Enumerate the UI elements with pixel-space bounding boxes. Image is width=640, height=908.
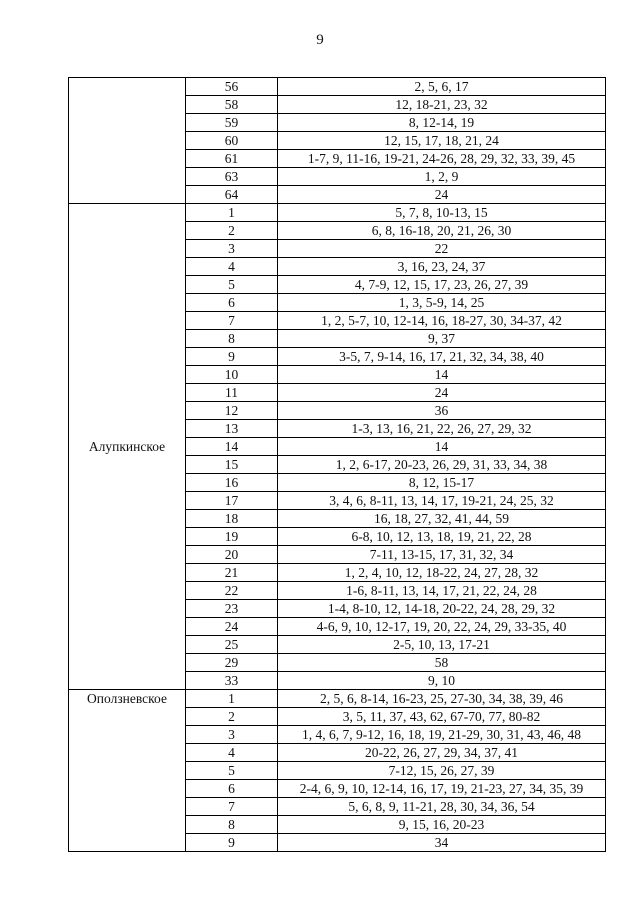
plot-numbers: 5, 7, 8, 10-13, 15 [278, 204, 606, 222]
block-number: 5 [186, 762, 278, 780]
page-number: 9 [316, 32, 324, 48]
block-number: 4 [186, 258, 278, 276]
plot-numbers: 1-3, 13, 16, 21, 22, 26, 27, 29, 32 [278, 420, 606, 438]
table-body [69, 78, 606, 852]
plot-numbers: 36 [278, 402, 606, 420]
plot-numbers: 8, 12-14, 19 [278, 114, 606, 132]
plot-numbers: 24 [278, 186, 606, 204]
block-number: 23 [186, 600, 278, 618]
plot-numbers: 12, 18-21, 23, 32 [278, 96, 606, 114]
block-number: 60 [186, 132, 278, 150]
block-number: 2 [186, 222, 278, 240]
block-number: 8 [186, 816, 278, 834]
plot-numbers: 20-22, 26, 27, 29, 34, 37, 41 [278, 744, 606, 762]
plot-numbers: 12, 15, 17, 18, 21, 24 [278, 132, 606, 150]
settlement-name: Алупкинское [69, 204, 186, 690]
plot-numbers: 1, 2, 9 [278, 168, 606, 186]
plot-numbers: 58 [278, 654, 606, 672]
block-number: 25 [186, 636, 278, 654]
block-number: 9 [186, 834, 278, 852]
block-number: 7 [186, 312, 278, 330]
block-number: 12 [186, 402, 278, 420]
plot-numbers: 1, 2, 6-17, 20-23, 26, 29, 31, 33, 34, 38 [278, 456, 606, 474]
plot-numbers: 1-6, 8-11, 13, 14, 17, 21, 22, 24, 28 [278, 582, 606, 600]
block-number: 13 [186, 420, 278, 438]
plot-numbers: 6-8, 10, 12, 13, 18, 19, 21, 22, 28 [278, 528, 606, 546]
block-number: 33 [186, 672, 278, 690]
plot-numbers: 1, 2, 5-7, 10, 12-14, 16, 18-27, 30, 34-37, 42 [278, 312, 606, 330]
plot-numbers: 2-4, 6, 9, 10, 12-14, 16, 17, 19, 21-23, 27, 34, 35, 39 [278, 780, 606, 798]
plot-numbers: 3, 16, 23, 24, 37 [278, 258, 606, 276]
table-row [69, 690, 606, 708]
block-number: 56 [186, 78, 278, 96]
block-number: 6 [186, 780, 278, 798]
plot-numbers: 5, 6, 8, 9, 11-21, 28, 30, 34, 36, 54 [278, 798, 606, 816]
plot-numbers: 3, 4, 6, 8-11, 13, 14, 17, 19-21, 24, 25, 32 [278, 492, 606, 510]
block-number: 59 [186, 114, 278, 132]
table-row [69, 78, 606, 96]
plot-numbers: 22 [278, 240, 606, 258]
settlement-name: Оползневское [69, 690, 186, 852]
block-number: 2 [186, 708, 278, 726]
plot-numbers: 2-5, 10, 13, 17-21 [278, 636, 606, 654]
block-number: 1 [186, 690, 278, 708]
block-number: 16 [186, 474, 278, 492]
block-number: 5 [186, 276, 278, 294]
block-number: 7 [186, 798, 278, 816]
plot-numbers: 1, 4, 6, 7, 9-12, 16, 18, 19, 21-29, 30, 31, 43, 46, 48 [278, 726, 606, 744]
block-number: 4 [186, 744, 278, 762]
block-number: 9 [186, 348, 278, 366]
plot-numbers: 9, 10 [278, 672, 606, 690]
block-number: 11 [186, 384, 278, 402]
plot-numbers: 14 [278, 438, 606, 456]
plot-numbers: 1-7, 9, 11-16, 19-21, 24-26, 28, 29, 32, 33, 39, 45 [278, 150, 606, 168]
plot-numbers: 4, 7-9, 12, 15, 17, 23, 26, 27, 39 [278, 276, 606, 294]
block-number: 8 [186, 330, 278, 348]
plot-numbers: 7-12, 15, 26, 27, 39 [278, 762, 606, 780]
block-number: 10 [186, 366, 278, 384]
block-number: 21 [186, 564, 278, 582]
block-number: 19 [186, 528, 278, 546]
plot-numbers: 9, 37 [278, 330, 606, 348]
plot-numbers: 4-6, 9, 10, 12-17, 19, 20, 22, 24, 29, 33-35, 40 [278, 618, 606, 636]
plot-numbers: 1-4, 8-10, 12, 14-18, 20-22, 24, 28, 29, 32 [278, 600, 606, 618]
block-number: 61 [186, 150, 278, 168]
plot-numbers: 1, 2, 4, 10, 12, 18-22, 24, 27, 28, 32 [278, 564, 606, 582]
block-number: 1 [186, 204, 278, 222]
plot-numbers: 16, 18, 27, 32, 41, 44, 59 [278, 510, 606, 528]
plot-numbers: 3, 5, 11, 37, 43, 62, 67-70, 77, 80-82 [278, 708, 606, 726]
plot-numbers: 1, 3, 5-9, 14, 25 [278, 294, 606, 312]
plot-numbers: 2, 5, 6, 8-14, 16-23, 25, 27-30, 34, 38, 39, 46 [278, 690, 606, 708]
block-number: 63 [186, 168, 278, 186]
plot-numbers: 24 [278, 384, 606, 402]
plot-numbers: 3-5, 7, 9-14, 16, 17, 21, 32, 34, 38, 40 [278, 348, 606, 366]
block-number: 6 [186, 294, 278, 312]
block-number: 14 [186, 438, 278, 456]
block-number: 18 [186, 510, 278, 528]
plot-numbers: 9, 15, 16, 20-23 [278, 816, 606, 834]
block-number: 64 [186, 186, 278, 204]
block-number: 17 [186, 492, 278, 510]
plot-numbers: 34 [278, 834, 606, 852]
table-row [69, 204, 606, 222]
plot-numbers: 2, 5, 6, 17 [278, 78, 606, 96]
block-number: 24 [186, 618, 278, 636]
block-number: 3 [186, 726, 278, 744]
forest-plots-table [68, 77, 606, 852]
block-number: 58 [186, 96, 278, 114]
block-number: 20 [186, 546, 278, 564]
block-number: 22 [186, 582, 278, 600]
plot-numbers: 14 [278, 366, 606, 384]
block-number: 29 [186, 654, 278, 672]
settlement-name [69, 78, 186, 204]
plot-numbers: 7-11, 13-15, 17, 31, 32, 34 [278, 546, 606, 564]
block-number: 3 [186, 240, 278, 258]
block-number: 15 [186, 456, 278, 474]
plot-numbers: 8, 12, 15-17 [278, 474, 606, 492]
plot-numbers: 6, 8, 16-18, 20, 21, 26, 30 [278, 222, 606, 240]
